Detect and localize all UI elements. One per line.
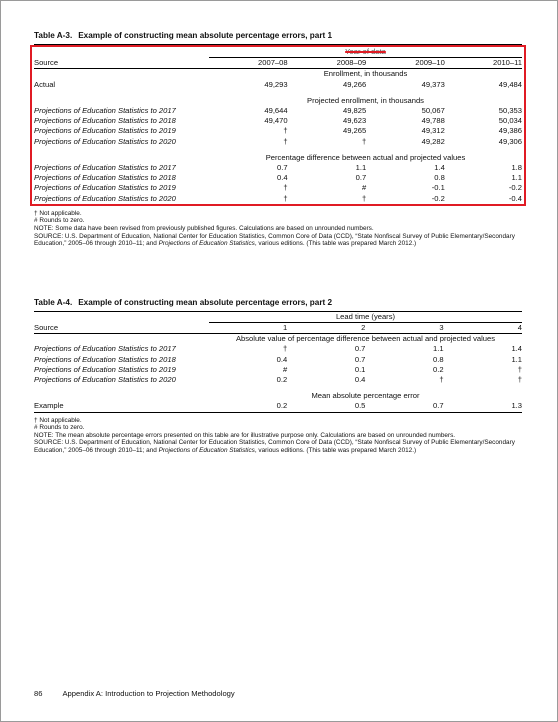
note-rounds-to-zero: # Rounds to zero. bbox=[34, 217, 85, 225]
col-header-2008-09: 2008–09 bbox=[288, 58, 367, 69]
footer-text: Appendix A: Introduction to Projection Methodology bbox=[62, 689, 235, 698]
page-content bbox=[34, 31, 522, 455]
cell: † bbox=[283, 136, 288, 146]
cell: 49,470 bbox=[264, 116, 288, 126]
row-label: Projections of Education Statistics to 2019 bbox=[34, 364, 176, 374]
source-note: SOURCE: U.S. Department of Education, National Center for Education Statistics, Common Core of Data (CCD), “State Nonfiscal Survey of Public Elementary/Secondary Education,” 2005–06 through 2010–11; and Projections of Education Statistics, various editions. (This table was prepared March 2012.) bbox=[34, 232, 515, 248]
source-note: SOURCE: U.S. Department of Education, National Center for Education Statistics, Common Core of Data (CCD), “State Nonfiscal Survey of Public Elementary/Secondary Education,” 2005–06 through 2010–11; and Projections of Education Statistics, various editions. (This table was prepared March 2012.) bbox=[34, 439, 515, 455]
page-number: 86 bbox=[34, 689, 43, 698]
table-row bbox=[34, 163, 522, 173]
cell: 49,484 bbox=[498, 79, 522, 89]
cell: 0.1 bbox=[354, 364, 366, 374]
table-row bbox=[34, 80, 522, 90]
table-a3-column-header-row bbox=[34, 58, 522, 69]
table-a4 bbox=[34, 312, 522, 413]
cell: 0.7 bbox=[277, 163, 288, 173]
cell: † bbox=[283, 183, 288, 193]
row-label: Example bbox=[34, 401, 209, 412]
cell: 0.4 bbox=[276, 354, 288, 364]
cell: † bbox=[282, 344, 288, 354]
section-header-row bbox=[34, 153, 522, 163]
table-a3-title bbox=[34, 31, 522, 45]
row-label: Projections of Education Statistics to 2020 bbox=[34, 193, 176, 203]
cell: 0.7 bbox=[355, 173, 367, 183]
cell: 49,788 bbox=[421, 116, 445, 126]
cell: 0.7 bbox=[365, 401, 443, 412]
row-label: Projections of Education Statistics to 2019 bbox=[34, 183, 176, 193]
cell: † bbox=[517, 375, 522, 385]
cell: -0.2 bbox=[431, 193, 445, 203]
highlight-box bbox=[30, 45, 526, 206]
note-text: NOTE: Some data have been revised from previously published figures. Calculations are based on unrounded numbers. bbox=[34, 225, 374, 233]
source-header: Source bbox=[34, 323, 209, 334]
cell: 0.2 bbox=[209, 401, 287, 412]
cell: 0.2 bbox=[433, 364, 444, 374]
cell: 49,312 bbox=[421, 126, 445, 136]
cell: 1.3 bbox=[444, 401, 522, 412]
section-header-row bbox=[34, 69, 522, 80]
table-row bbox=[34, 116, 522, 126]
cell: 1.4 bbox=[434, 163, 445, 173]
cell: 50,067 bbox=[421, 106, 445, 116]
cell: 49,306 bbox=[498, 136, 522, 146]
cell: 49,282 bbox=[421, 136, 445, 146]
table-row bbox=[34, 344, 522, 354]
cell: 0.7 bbox=[354, 344, 366, 354]
cell: 49,293 bbox=[264, 79, 288, 89]
table-row bbox=[34, 375, 522, 385]
table-row bbox=[34, 183, 522, 193]
col-header-2007-08: 2007–08 bbox=[209, 58, 288, 69]
cell: 49,623 bbox=[342, 116, 367, 126]
cell: # bbox=[361, 183, 367, 193]
cell: † bbox=[517, 364, 522, 374]
note-rounds-to-zero: # Rounds to zero. bbox=[34, 424, 85, 432]
cell: 0.5 bbox=[287, 401, 365, 412]
table-row bbox=[34, 194, 522, 204]
row-label: Projections of Education Statistics to 2018 bbox=[34, 116, 176, 126]
row-label: Projections of Education Statistics to 2018 bbox=[34, 354, 176, 364]
table-row bbox=[34, 137, 522, 147]
section-percentage-difference: Percentage difference between actual and projected values bbox=[265, 152, 466, 162]
cell: 1.1 bbox=[511, 354, 522, 364]
cell: 0.4 bbox=[277, 173, 288, 183]
row-label: Projections of Education Statistics to 2017 bbox=[34, 106, 176, 116]
cell: -0.2 bbox=[508, 183, 522, 193]
table-row bbox=[34, 173, 522, 183]
cell: 0.8 bbox=[434, 173, 445, 183]
cell: # bbox=[282, 364, 288, 374]
row-label: Actual bbox=[34, 79, 56, 89]
cell: † bbox=[361, 136, 367, 146]
cell: 50,353 bbox=[498, 106, 522, 116]
lead-time-header: Lead time (years) bbox=[209, 312, 522, 323]
row-label: Projections of Education Statistics to 2017 bbox=[34, 344, 176, 354]
cell: 49,266 bbox=[342, 79, 367, 89]
note-text: NOTE: The mean absolute percentage errors presented on this table are for illustrative purpose only. Calculations are based on unrounded numbers. bbox=[34, 431, 456, 439]
row-label: Projections of Education Statistics to 2017 bbox=[34, 163, 176, 173]
section-mape: Mean absolute percentage error bbox=[311, 391, 420, 401]
col-header-2: 2 bbox=[287, 323, 365, 334]
section-projected: Projected enrollment, in thousands bbox=[307, 95, 424, 105]
year-header-row bbox=[34, 47, 522, 58]
cell: † bbox=[361, 193, 367, 203]
section-absolute-value: Absolute value of percentage difference between actual and projected values bbox=[235, 334, 496, 344]
cell: -0.1 bbox=[431, 183, 445, 193]
col-header-2010-11: 2010–11 bbox=[445, 58, 522, 69]
section-header-row bbox=[34, 391, 522, 401]
cell: 1.4 bbox=[511, 344, 522, 354]
col-header-2009-10: 2009–10 bbox=[366, 58, 445, 69]
table-a3-number: Table A-3. bbox=[34, 31, 73, 40]
year-of-data-header: Year of data bbox=[345, 47, 386, 56]
table-a3 bbox=[34, 47, 522, 204]
table-a3-title-text: Example of constructing mean absolute percentage errors, part 1 bbox=[78, 31, 333, 40]
section-header-row bbox=[34, 334, 522, 345]
table-a4-number: Table A-4. bbox=[34, 297, 73, 307]
page-footer bbox=[34, 689, 235, 698]
row-label: Projections of Education Statistics to 2020 bbox=[34, 136, 176, 146]
cell: 0.7 bbox=[354, 354, 366, 364]
row-label: Projections of Education Statistics to 2020 bbox=[34, 375, 176, 385]
table-a4-block bbox=[34, 298, 522, 455]
cell: 50,034 bbox=[498, 116, 522, 126]
row-label: Projections of Education Statistics to 2019 bbox=[34, 126, 176, 136]
col-header-4: 4 bbox=[444, 323, 522, 334]
table-a4-column-header-row bbox=[34, 323, 522, 334]
source-header: Source bbox=[34, 58, 209, 69]
table-a4-notes bbox=[34, 417, 522, 455]
table-row bbox=[34, 106, 522, 116]
table-row bbox=[34, 401, 522, 412]
cell: † bbox=[283, 193, 288, 203]
cell: 1.1 bbox=[511, 173, 522, 183]
cell: 49,644 bbox=[264, 106, 288, 116]
table-row bbox=[34, 365, 522, 375]
table-a4-title-text: Example of constructing mean absolute percentage errors, part 2 bbox=[78, 297, 333, 307]
cell: 1.1 bbox=[355, 163, 367, 173]
cell: 49,265 bbox=[342, 126, 367, 136]
cell: 0.8 bbox=[433, 354, 444, 364]
cell: † bbox=[283, 126, 288, 136]
note-not-applicable: † Not applicable. bbox=[34, 416, 82, 424]
cell: 49,373 bbox=[421, 79, 445, 89]
section-header-row bbox=[34, 96, 522, 106]
section-enrollment: Enrollment, in thousands bbox=[323, 69, 408, 79]
cell: 1.8 bbox=[511, 163, 522, 173]
cell: 0.4 bbox=[354, 375, 366, 385]
cell: 49,825 bbox=[342, 106, 367, 116]
col-header-1: 1 bbox=[209, 323, 287, 334]
table-a4-title bbox=[34, 298, 522, 312]
note-not-applicable: † Not applicable. bbox=[34, 209, 82, 217]
cell: 49,386 bbox=[498, 126, 522, 136]
cell: -0.4 bbox=[508, 193, 522, 203]
table-row bbox=[34, 126, 522, 136]
table-a3-notes bbox=[34, 210, 522, 248]
lead-time-header-row bbox=[34, 312, 522, 323]
row-label: Projections of Education Statistics to 2018 bbox=[34, 173, 176, 183]
col-header-3: 3 bbox=[365, 323, 443, 334]
cell: 0.2 bbox=[276, 375, 288, 385]
cell: 1.1 bbox=[433, 344, 444, 354]
table-row bbox=[34, 355, 522, 365]
cell: † bbox=[439, 375, 444, 385]
